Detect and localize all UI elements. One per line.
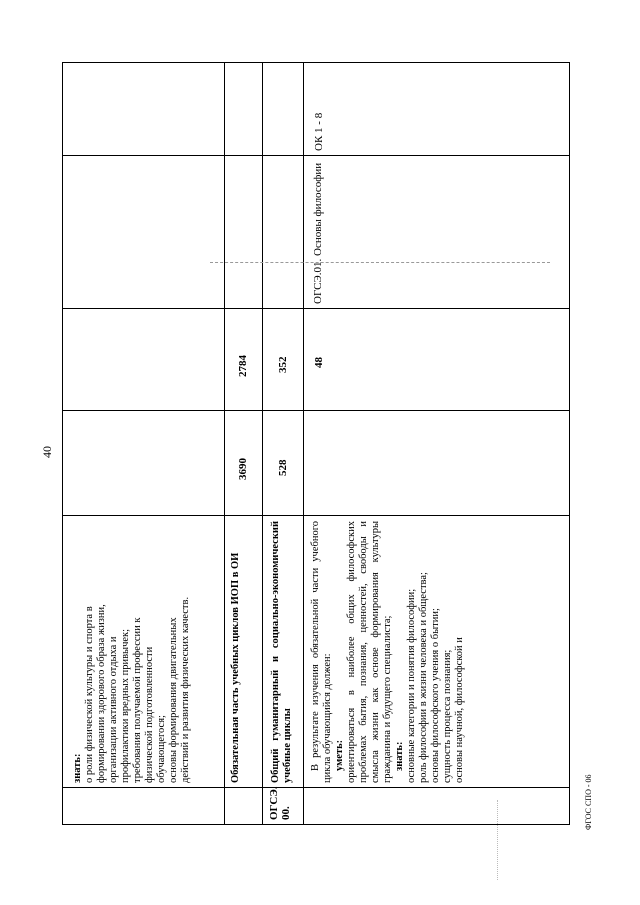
row4-intro: В результате изучения обязательной части учебного цикла обучающийся должен: [310, 521, 333, 783]
row4-knowledge-item: основы научной, философской и [454, 637, 465, 783]
row3-code [268, 788, 292, 820]
scan-artifact-line [210, 262, 550, 263]
row4-skills-heading: уметь: [334, 739, 345, 771]
page-number: 40 [40, 446, 54, 458]
row4-knowledge-heading: знать: [394, 741, 405, 771]
row2-hours: 2784 [237, 355, 249, 377]
row2-title-text: Обязательная часть учебных циклов ИОП в ОИ [230, 552, 241, 783]
row4-knowledge-item: сущность процесса познания; [442, 649, 453, 783]
row1-line: о роли физической культуры и спорта в [84, 606, 95, 783]
row3-title-text: Общий гуманитарный и социально-экономический учебные циклы [270, 521, 293, 783]
row1-line: профилактики вредных привычек; [120, 628, 131, 783]
row4-discipline [312, 159, 324, 304]
row4-description [310, 521, 466, 783]
row1-line: основы формирования двигательных [168, 617, 179, 783]
row4-discipline-text: ОГСЭ.01. Основы философии [312, 162, 324, 304]
row4-skills: ориентироваться в наиболее общих философских проблемах бытия, познания, ценностей, свободы и смысла жизни как основе формирования культуры гражданина и будущего специалиста; [346, 521, 393, 783]
row1-line: обучающегося; [156, 715, 167, 783]
row3-code-text: ОГСЭ. 00. [268, 786, 292, 820]
row4-hours: 48 [313, 357, 325, 368]
page-footer: ФГОС СПО - 06 [584, 774, 593, 830]
row2-title [230, 521, 242, 783]
row1-line: действий и развития физических качеств. [180, 596, 191, 783]
row4-competence: ОК 1 - 8 [313, 112, 325, 151]
row4-knowledge-item: основы философского учения о бытии; [430, 608, 441, 783]
row1-line: формировании здорового образа жизни, [96, 604, 107, 783]
row4-knowledge-item: роль философии в жизни человека и общества; [418, 572, 429, 783]
row4-knowledge-item: основные категории и понятия философии; [406, 588, 417, 783]
row2-max-load: 3690 [237, 458, 249, 480]
row1-description [72, 521, 192, 783]
row1-line: требования получаемой профессии к [132, 617, 143, 783]
scan-artifact-dots [497, 800, 498, 880]
row3-hours: 352 [277, 356, 289, 373]
row3-max-load: 528 [277, 459, 289, 476]
row1-line: физической подготовленности [144, 646, 155, 783]
row3-title [270, 521, 294, 783]
row1-line: организации активного отдыха и [108, 636, 119, 783]
row1-heading: знать: [72, 753, 83, 783]
